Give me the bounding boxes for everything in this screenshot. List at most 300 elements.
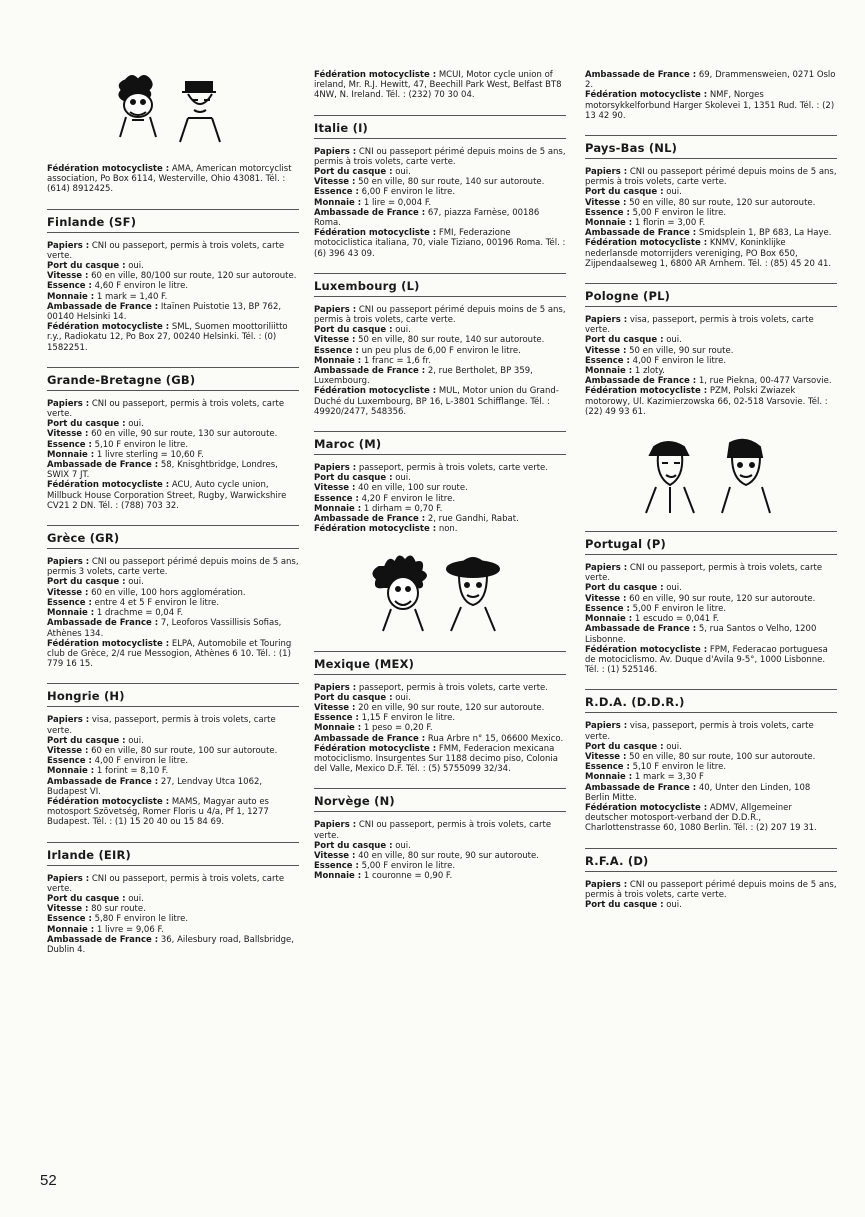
entry-value: entre 4 et 5 F environ le litre.: [94, 597, 220, 608]
entry-row: [585, 187, 837, 197]
entry-value: 4,00 F environ le litre.: [632, 355, 727, 366]
entry-key: Essence :: [314, 493, 359, 504]
entry-value: 40, Unter den Linden, 108 Berlin Mitte.: [585, 782, 811, 803]
two-cartoon-figures-right-illustration: [636, 431, 786, 517]
entry-row: [47, 588, 299, 598]
entry-row: [47, 598, 299, 608]
entry-value: oui.: [395, 167, 411, 178]
entry-value: CNI ou passeport périmé depuis moins de 5 ans, permis 3 volets, carte verte.: [47, 557, 299, 578]
continued-entry: [585, 70, 837, 121]
country-section-finlande-sf: [47, 209, 299, 353]
entry-value: 4,60 F environ le litre.: [94, 281, 189, 292]
entry-key: Port du casque :: [47, 261, 126, 272]
two-cartoon-figures-top-left-illustration: [108, 70, 238, 150]
entry-key: Papiers :: [314, 463, 357, 474]
entry-row: [585, 742, 837, 752]
country-section-norvege-n: [314, 788, 566, 881]
entry-row: [585, 762, 837, 772]
entry-value: 1 peso = 0,20 F.: [363, 723, 433, 734]
entry-value: PZM, Polski Zwiazek motorowy, Ul. Kazimierzowska 66, 02-518 Varsovie. Tél. : (22) 49 93 61.: [585, 386, 828, 417]
country-section-italie-i: [314, 115, 566, 259]
entry-row: [585, 218, 837, 228]
entry-key: Essence :: [585, 762, 630, 773]
country-heading: R.F.A. (D): [585, 848, 837, 872]
entry-row: [314, 325, 566, 335]
entry-value: 1 lire = 0,004 F.: [363, 197, 432, 208]
entry-row: [47, 715, 299, 735]
country-heading: Pays-Bas (NL): [585, 135, 837, 159]
entry-key: Fédération motocycliste :: [47, 638, 170, 649]
entry-row: [585, 198, 837, 208]
entry-value: visa, passeport, permis à trois volets, carte verte.: [585, 315, 814, 336]
entry-value: 60 en ville, 80/100 sur route, 120 sur autoroute.: [91, 271, 297, 282]
entry-value: MCUI, Motor cycle union of ireland, Mr. R.J. Hewitt, 47, Beechill Park West, Belfast BT8 4NW, N. Ireland. Tél. : (232) 70 30 04.: [314, 70, 562, 101]
country-heading: R.D.A. (D.D.R.): [585, 689, 837, 713]
two-cartoon-figures-middle-illustration: [365, 549, 515, 637]
entry-key: Port du casque :: [314, 692, 393, 703]
entry-key: Papiers :: [585, 879, 628, 890]
entry-value: passeport, permis à trois volets, carte verte.: [358, 682, 548, 693]
entry-key: Vitesse :: [314, 702, 356, 713]
entry-key: Ambassade de France :: [314, 366, 426, 377]
entry-value: AMA, American motorcyclist association, Po Box 6114, Westerville, Ohio 43081. Tél. : (614) 8912425.: [47, 164, 292, 195]
entry-row: [314, 703, 566, 713]
entry-value: 5,00 F environ le litre.: [632, 207, 727, 218]
entry-key: Ambassade de France :: [585, 782, 697, 793]
entry-row: [585, 167, 837, 187]
entry-row: [585, 772, 837, 782]
entry-value: 1 livre = 9,06 F.: [96, 924, 164, 935]
entry-key: Ambassade de France :: [585, 70, 697, 80]
entry-value: 5,00 F environ le litre.: [361, 861, 456, 872]
entry-row: [47, 302, 299, 322]
entry-row: [47, 419, 299, 429]
entry-value: visa, passeport, permis à trois volets, carte verte.: [47, 715, 276, 736]
entry-key: Papiers :: [585, 563, 628, 574]
country-section-luxembourg-l: [314, 273, 566, 417]
entry-key: Ambassade de France :: [585, 624, 697, 635]
entry-row: [585, 880, 837, 900]
entry-row: [47, 557, 299, 577]
entry-row: [314, 494, 566, 504]
entry-value: 1 franc = 1,6 fr.: [363, 355, 431, 366]
country-section-irlande-eir: [47, 842, 299, 956]
entry-value: 20 en ville, 90 sur route, 120 sur autoroute.: [358, 702, 545, 713]
entry-value: Itaïnen Puistotie 13, BP 762, 00140 Helsinki 14.: [47, 301, 282, 323]
entry-key: Papiers :: [314, 820, 357, 831]
entry-row: [585, 356, 837, 366]
entry-row: [47, 281, 299, 291]
entry-value: CNI ou passeport, permis à trois volets, carte verte.: [47, 398, 285, 420]
entry-row: [585, 900, 837, 910]
entry-key: Fédération motocycliste :: [585, 90, 708, 101]
country-section-maroc-m: [314, 431, 566, 534]
entry-key: Monnaie :: [314, 355, 362, 366]
entry-row: [585, 803, 837, 834]
column-3: [585, 70, 837, 924]
entry-row: [47, 904, 299, 914]
entry-key: Fédération motocycliste :: [47, 164, 170, 174]
entry-value: oui.: [395, 840, 411, 851]
entry-value: 1 florin = 3,00 F.: [634, 218, 706, 229]
entry-key: Port du casque :: [314, 473, 393, 484]
entry-row: [314, 514, 566, 524]
entry-key: Monnaie :: [314, 723, 362, 734]
entry-key: Ambassade de France :: [314, 514, 426, 525]
entry-key: Papiers :: [47, 557, 90, 568]
entry-value: passeport, permis à trois volets, carte verte.: [358, 463, 548, 474]
entry-key: Papiers :: [585, 167, 628, 178]
entry-value: 7, Leoforos Vassillisis Sofias, Athènes 134.: [47, 618, 282, 639]
entry-value: MAMS, Magyar auto es motosport Szövetség, Romer Floris u 4/a, Pf 1, 1277 Budapest. Tél. : (1) 15 20 40 ou 15 84 69.: [47, 796, 269, 828]
entry-key: Port du casque :: [47, 893, 126, 904]
entry-row: [314, 683, 566, 693]
entry-row: [314, 335, 566, 345]
entry-row: [47, 935, 299, 955]
entry-key: Vitesse :: [47, 745, 89, 756]
entry-key: Fédération motocycliste :: [47, 322, 170, 333]
entry-row: [585, 721, 837, 741]
entry-row: [47, 777, 299, 797]
entry-key: Fédération motocycliste :: [314, 228, 437, 239]
entry-value: 1 mark = 3,30 F: [634, 772, 704, 783]
entry-row: [314, 463, 566, 473]
entry-value: 5,10 F environ le litre.: [632, 762, 727, 773]
entry-key: Port du casque :: [47, 735, 126, 746]
country-heading: Grande-Bretagne (GB): [47, 367, 299, 391]
entry-key: Fédération motocycliste :: [314, 743, 437, 754]
entry-value: FPM, Federacao portuguesa de motociclismo. Av. Duque d'Avila 9-5°, 1000 Lisbonne. Tél. : (1) 525146.: [585, 644, 828, 676]
entry-key: Papiers :: [314, 304, 357, 315]
entry-key: Fédération motocycliste :: [585, 386, 708, 397]
entry-row: [47, 874, 299, 894]
entry-value: 1 mark = 1,40 F.: [96, 291, 168, 302]
entry-value: 1, rue Piekna, 00-477 Varsovie.: [698, 376, 832, 387]
entry-value: oui.: [128, 577, 144, 588]
entry-value: 1,15 F environ le litre.: [361, 713, 456, 724]
entry-row: [47, 460, 299, 480]
entry-key: Monnaie :: [585, 772, 633, 783]
entry-key: Port du casque :: [585, 335, 664, 346]
continued-entry: [314, 70, 566, 101]
entry-row: [585, 70, 837, 90]
entry-key: Papiers :: [47, 398, 90, 409]
entry-value: 5, rua Santos o Velho, 1200 Lisbonne.: [585, 624, 817, 645]
entry-value: 60 en ville, 80 sur route, 100 sur autoroute.: [91, 745, 278, 756]
entry-value: CNI ou passeport périmé depuis moins de 5 ans, permis à trois volets, carte verte.: [314, 146, 566, 167]
entry-key: Papiers :: [47, 715, 90, 726]
entry-row: [47, 429, 299, 439]
country-heading: Luxembourg (L): [314, 273, 566, 297]
entry-row: [47, 164, 299, 195]
entry-key: Vitesse :: [314, 177, 356, 188]
entry-value: 50 en ville, 80 sur route, 120 sur autoroute.: [629, 197, 816, 208]
entry-key: Fédération motocycliste :: [47, 480, 170, 491]
entry-row: [47, 756, 299, 766]
entry-row: [314, 228, 566, 259]
entry-value: 1 couronne = 0,90 F.: [363, 871, 453, 882]
country-heading: Hongrie (H): [47, 683, 299, 707]
entry-value: 2, rue Gandhi, Rabat.: [427, 514, 519, 525]
entry-row: [47, 618, 299, 638]
entry-value: 4,00 F environ le litre.: [94, 756, 189, 767]
entry-value: 27, Lendvay Utca 1062, Budapest VI.: [47, 776, 263, 797]
entry-row: [314, 147, 566, 167]
country-section-mexique-mex: [314, 651, 566, 775]
entry-key: Port du casque :: [585, 583, 664, 594]
entry-key: Monnaie :: [47, 924, 95, 935]
entry-row: [585, 208, 837, 218]
entry-key: Fédération motocycliste :: [585, 238, 708, 249]
entry-row: [314, 483, 566, 493]
entry-key: Ambassade de France :: [585, 228, 697, 239]
entry-value: 1 livre sterling = 10,60 F.: [96, 449, 204, 460]
entry-row: [314, 851, 566, 861]
entry-key: Essence :: [47, 756, 92, 767]
entry-key: Essence :: [47, 914, 92, 925]
entry-key: Vitesse :: [47, 429, 89, 440]
entry-value: CNI ou passeport, permis à trois volets, carte verte.: [47, 240, 285, 261]
entry-key: Ambassade de France :: [47, 934, 159, 945]
entry-row: [314, 871, 566, 881]
entry-row: [47, 577, 299, 587]
entry-row: [47, 736, 299, 746]
country-heading: Irlande (EIR): [47, 842, 299, 866]
entry-row: [585, 783, 837, 803]
entry-value: 1 escudo = 0,041 F.: [634, 614, 720, 625]
entry-row: [47, 480, 299, 511]
entry-key: Port du casque :: [314, 840, 393, 851]
entry-row: [585, 335, 837, 345]
entry-key: Ambassade de France :: [47, 301, 159, 312]
country-section-portugal-p: [585, 531, 837, 675]
entry-key: Port du casque :: [314, 167, 393, 178]
entry-value: 40 en ville, 80 sur route, 90 sur autoroute.: [358, 850, 539, 861]
entry-key: Fédération motocycliste :: [314, 524, 437, 535]
entry-key: Essence :: [314, 861, 359, 872]
entry-key: Port du casque :: [47, 577, 126, 588]
entry-value: 1 drachme = 0,04 F.: [96, 608, 184, 619]
country-heading: Mexique (MEX): [314, 651, 566, 675]
country-section-grece-gr: [47, 525, 299, 669]
entry-row: [585, 624, 837, 644]
entry-key: Fédération motocycliste :: [314, 70, 437, 80]
country-heading: Pologne (PL): [585, 283, 837, 307]
entry-row: [585, 583, 837, 593]
entry-row: [47, 894, 299, 904]
country-heading: Portugal (P): [585, 531, 837, 555]
entry-row: [314, 305, 566, 325]
entry-key: Fédération motocycliste :: [314, 386, 437, 397]
entry-value: oui.: [666, 187, 682, 198]
entry-key: Monnaie :: [314, 503, 362, 514]
entry-row: [314, 473, 566, 483]
entry-row: [314, 386, 566, 417]
entry-row: [585, 563, 837, 583]
entry-value: oui.: [666, 583, 682, 594]
entry-key: Essence :: [314, 713, 359, 724]
page-number: 52: [40, 1172, 57, 1189]
entry-value: 69, Drammensweien, 0271 Oslo 2.: [585, 70, 836, 91]
entry-value: 80 sur route.: [91, 904, 146, 915]
entry-row: [585, 614, 837, 624]
entry-row: [585, 228, 837, 238]
entry-value: un peu plus de 6,00 F environ le litre.: [361, 345, 521, 356]
entry-key: Vitesse :: [585, 593, 627, 604]
entry-row: [314, 167, 566, 177]
country-section-r-d-a-d-d-r: [585, 689, 837, 833]
entry-row: [47, 322, 299, 353]
entry-row: [314, 524, 566, 534]
entry-value: 5,10 F environ le litre.: [94, 439, 189, 450]
country-section-grande-bretagne-gb: [47, 367, 299, 511]
entry-value: 58, Knisghtbridge, Londres, SWIX 7 JT.: [47, 460, 278, 481]
entry-row: [314, 723, 566, 733]
entry-key: Vitesse :: [585, 345, 627, 356]
entry-value: Rua Arbre n° 15, 06600 Mexico.: [427, 733, 564, 744]
entry-value: 50 en ville, 90 sur route.: [629, 345, 734, 356]
entry-value: 67, piazza Farnèse, 00186 Roma.: [314, 207, 540, 229]
entry-key: Port du casque :: [47, 419, 126, 430]
entry-key: Monnaie :: [47, 766, 95, 777]
entry-row: [47, 639, 299, 670]
entry-row: [47, 399, 299, 419]
entry-value: oui.: [128, 893, 144, 904]
entry-value: oui.: [666, 741, 682, 752]
entry-key: Monnaie :: [47, 291, 95, 302]
entry-value: 50 en ville, 80 sur route, 100 sur autoroute.: [629, 751, 816, 762]
entry-key: Port du casque :: [314, 325, 393, 336]
entry-value: 1 zloty.: [634, 366, 665, 377]
entry-value: 5,80 F environ le litre.: [94, 914, 189, 925]
entry-row: [314, 356, 566, 366]
entry-row: [47, 797, 299, 828]
entry-key: Vitesse :: [314, 850, 356, 861]
entry-value: 50 en ville, 80 sur route, 140 sur autoroute.: [358, 335, 545, 346]
entry-row: [314, 841, 566, 851]
entry-value: oui.: [128, 735, 144, 746]
entry-row: [314, 198, 566, 208]
entry-key: Vitesse :: [47, 587, 89, 598]
entry-value: oui.: [395, 473, 411, 484]
country-section-pologne-pl: [585, 283, 837, 417]
entry-value: KNMV, Koninklijke nederlansde motorrijders vereniging, PO Box 650, Zijpendaalseweg 1, 6800 AR Arnhem. Tél. : (85) 45 20 41.: [585, 238, 832, 269]
entry-value: 1 forint = 8,10 F.: [96, 766, 169, 777]
entry-key: Ambassade de France :: [314, 207, 426, 218]
entry-row: [585, 346, 837, 356]
entry-value: 6,00 F environ le litre.: [361, 187, 456, 198]
entry-key: Port du casque :: [585, 899, 664, 910]
entry-row: [47, 450, 299, 460]
entry-key: Papiers :: [47, 873, 90, 884]
entry-row: [314, 208, 566, 228]
entry-key: Vitesse :: [47, 904, 89, 915]
entry-key: Papiers :: [314, 682, 357, 693]
entry-value: 40 en ville, 100 sur route.: [358, 483, 468, 494]
country-heading: Italie (I): [314, 115, 566, 139]
entry-key: Ambassade de France :: [585, 376, 697, 387]
entry-key: Vitesse :: [314, 483, 356, 494]
entry-row: [47, 271, 299, 281]
entry-key: Essence :: [314, 345, 359, 356]
entry-value: 50 en ville, 80 sur route, 140 sur autoroute.: [358, 177, 545, 188]
entry-key: Vitesse :: [585, 197, 627, 208]
country-heading: Finlande (SF): [47, 209, 299, 233]
entry-key: Port du casque :: [585, 187, 664, 198]
column-2: [314, 70, 566, 896]
entry-value: MUL, Motor union du Grand-Duché du Luxembourg, BP 16, L-3801 Schifflange. Tél. : 49920/2477, 548356.: [314, 386, 559, 417]
entry-key: Vitesse :: [585, 751, 627, 762]
continued-entry: [47, 164, 299, 195]
entry-key: Fédération motocycliste :: [585, 802, 708, 813]
entry-row: [585, 594, 837, 604]
entry-row: [314, 366, 566, 386]
entry-value: oui.: [128, 419, 144, 430]
entry-value: Smidsplein 1, BP 683, La Haye.: [698, 228, 832, 239]
entry-row: [314, 744, 566, 775]
entry-value: oui.: [666, 899, 682, 910]
entry-value: SML, Suomen moottoriliitto r.y., Radiokatu 12, Po Box 27, 00240 Helsinki. Tél. : (0) 1582251.: [47, 322, 288, 353]
entry-value: non.: [438, 524, 458, 535]
entry-key: Monnaie :: [585, 614, 633, 625]
entry-key: Ambassade de France :: [47, 618, 159, 629]
entry-row: [585, 366, 837, 376]
entry-value: CNI ou passeport, permis à trois volets, carte verte.: [585, 563, 823, 584]
entry-value: 2, rue Bertholet, BP 359, Luxembourg.: [314, 366, 533, 387]
entry-value: FMM, Federacion mexicana motociclismo. Insurgentes Sur 1188 decimo piso, Colonia del Valle, Mexico D.F. Tél. : (5) 5755099 32/34.: [314, 743, 558, 775]
entry-value: NMF, Norges motorsykkelforbund Harger Skolevei 1, 1351 Rud. Tél. : (2) 13 42 90.: [585, 90, 835, 121]
entry-row: [47, 241, 299, 261]
entry-row: [585, 376, 837, 386]
entry-value: CNI ou passeport, permis à trois volets, carte verte.: [47, 873, 285, 894]
entry-value: 60 en ville, 90 sur route, 120 sur autoroute.: [629, 593, 816, 604]
entry-key: Monnaie :: [314, 197, 362, 208]
entry-value: oui.: [395, 325, 411, 336]
entry-row: [314, 734, 566, 744]
entry-key: Essence :: [585, 603, 630, 614]
entry-row: [314, 70, 566, 101]
entry-value: CNI ou passeport périmé depuis moins de 5 ans, permis à trois volets, carte verte.: [585, 879, 837, 900]
entry-value: oui.: [395, 692, 411, 703]
entry-key: Ambassade de France :: [47, 460, 159, 471]
entry-key: Essence :: [314, 187, 359, 198]
entry-key: Essence :: [585, 355, 630, 366]
country-section-hongrie-h: [47, 683, 299, 827]
entry-value: CNI ou passeport périmé depuis moins de 5 ans, permis à trois volets, carte verte.: [585, 167, 837, 188]
entry-value: FMI, Federazione motociclistica italiana, 70, viale Tiziano, 00196 Roma. Tél. : (6) 396 43 09.: [314, 228, 566, 259]
entry-key: Monnaie :: [314, 871, 362, 882]
entry-value: CNI ou passeport périmé depuis moins de 5 ans, permis à trois volets, carte verte.: [314, 304, 566, 326]
entry-key: Ambassade de France :: [47, 776, 159, 787]
entry-row: [314, 693, 566, 703]
entry-value: 36, Ailesbury road, Ballsbridge, Dublin 4.: [47, 934, 294, 955]
entry-value: 60 en ville, 90 sur route, 130 sur autoroute.: [91, 429, 278, 440]
entry-value: oui.: [666, 335, 682, 346]
entry-key: Essence :: [47, 439, 92, 450]
entry-key: Fédération motocycliste :: [47, 796, 170, 807]
entry-row: [314, 713, 566, 723]
entry-row: [47, 261, 299, 271]
entry-row: [47, 925, 299, 935]
entry-key: Port du casque :: [585, 741, 664, 752]
entry-key: Monnaie :: [585, 366, 633, 377]
country-heading: Norvège (N): [314, 788, 566, 812]
entry-key: Essence :: [47, 281, 92, 292]
entry-key: Vitesse :: [314, 335, 356, 346]
entry-row: [585, 752, 837, 762]
entry-value: visa, passeport, permis à trois volets, carte verte.: [585, 721, 814, 742]
entry-key: Papiers :: [585, 315, 628, 326]
